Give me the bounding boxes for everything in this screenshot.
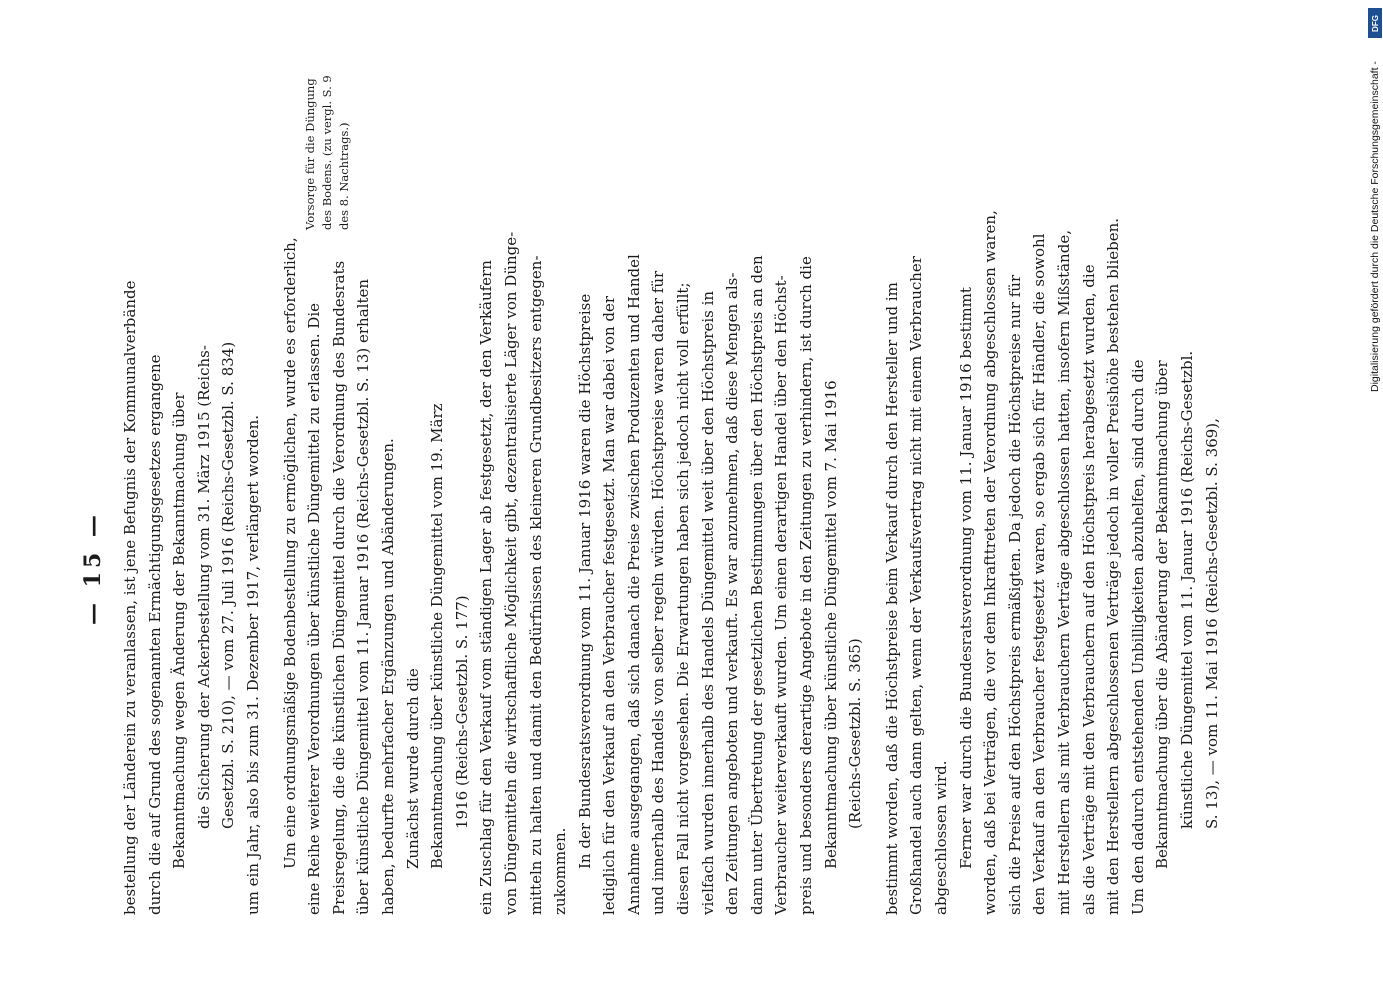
text-line: zukommen.: [551, 827, 570, 915]
digitization-credit: Digitalisierung gefördert durch die Deutsche Forschungsgemeinschaft -: [1369, 61, 1381, 392]
text-line: worden, daß bei Verträgen, die vor dem Inkrafttreten der Verordnung abgeschlossen waren,: [981, 210, 1000, 915]
text-line: bestellung der Länderein zu veranlassen, ist jene Befugnis der Kommunalverbände: [121, 280, 139, 915]
page-number: — 15 —: [80, 511, 106, 625]
text-line: über künstliche Düngemittel vom 11. Januar 1916 (Reichs-Gesetzbl. S. 13) erhalten: [354, 278, 373, 915]
text-line: abgeschlossen wird.: [932, 760, 950, 915]
text-line: ein Zuschlag für den Verkauf vom ständigen Lager ab festgesetzt, der den Verkäufern: [477, 260, 496, 915]
text-line: sich die Preise auf den Höchstpreis ermäßigten. Da jedoch die Höchstpreise nur für: [1005, 274, 1024, 915]
text-line: Um eine ordnungsmäßige Bodenbestellung zu ermöglichen, wurde es erforderlich,: [280, 237, 299, 869]
text-line: die Sicherung der Ackerbestellung vom 31. März 1915 (Reichs-: [194, 345, 213, 829]
text-line: vielfach wurden innerhalb des Handels Düngemittel weit über den Höchstpreis in: [698, 290, 717, 915]
text-line: Bekanntmachung über künstliche Düngemittel vom 7. Mai 1916: [821, 380, 840, 869]
text-line: (Reichs-Gesetzbl. S. 365): [846, 638, 865, 829]
text-line: von Düngemitteln die wirtschaftliche Möglichkeit gibt, dezentralisierte Läger von Dünge-: [501, 231, 520, 915]
text-line: mit Herstellern als mit Verbrauchern Verträge abgeschlossen hatten, insofern Mißstände,: [1054, 230, 1073, 915]
margin-note-line: des 8. Nachtrags.): [337, 122, 351, 230]
text-line: preis und besonders derartige Angebote in den Zeitungen zu verhindern, ist durch die: [797, 256, 816, 915]
text-line: dann unter Übertretung der gesetzlichen Bestimmungen über den Höchstpreis an den: [747, 255, 766, 915]
dfg-logo-text: DFG: [1370, 14, 1380, 32]
text-line: den Zeitungen angeboten und verkauft. Es war anzunehmen, daß diese Mengen als-: [723, 272, 742, 915]
text-line: Zunächst wurde durch die: [403, 668, 422, 869]
text-line: Gesetzbl. S. 210), — vom 27. Juli 1916 (Reichs-Gesetzbl. S. 834): [219, 341, 238, 829]
text-line: S. 13), — vom 11. Mai 1916 (Reichs-Gesetzbl. S. 369),: [1202, 418, 1221, 829]
margin-note-line: des Bodens. (zu vergl. S. 9: [320, 75, 334, 230]
text-line: In der Bundesratsverordnung vom 11. Januar 1916 waren die Höchstpreise: [575, 293, 594, 869]
text-line: durch die auf Grund des sogenannten Ermächtigungsgesetzes ergangene: [145, 354, 164, 915]
margin-note-line: Vorsorge für die Düngung: [303, 78, 317, 230]
text-line: und innerhalb des Handels von selber regeln würden. Höchstpreise waren daher für: [649, 270, 668, 915]
text-line: bestimmt worden, daß die Höchstpreise beim Verkauf durch den Hersteller und im: [882, 282, 901, 915]
text-line: als die Verträge mit den Verbrauchern auf den Höchstpreis herabgesetzt wurden, die: [1079, 264, 1098, 915]
text-line: lediglich für den Verkauf an den Verbraucher festgesetzt. Man war dabei von der: [600, 295, 619, 915]
text-line: Annahme ausgegangen, daß sich danach die Preise zwischen Produzenten und Handel: [624, 254, 643, 915]
text-line: künstliche Düngemittel vom 11. Januar 1916 (Reichs-Gesetzbl.: [1177, 350, 1196, 829]
text-line: haben, bedurfte mehrfacher Ergänzungen und Abänderungen.: [378, 438, 397, 915]
text-line: um ein Jahr, also bis zum 31. Dezember 1917, verlängert worden.: [243, 414, 262, 915]
text-line: mitteln zu halten und damit den Bedürfnissen des kleineren Grundbesitzers entgegen-: [526, 255, 545, 915]
text-line: Bekanntmachung wegen Änderung der Bekanntmachung über: [170, 392, 189, 869]
text-line: Um den dadurch entstehenden Unbilligkeiten abzuhelfen, sind durch die: [1128, 359, 1147, 915]
text-line: den Verkauf an den Verbraucher festgesetzt waren, so ergab sich für Händler, die sowohl: [1030, 233, 1049, 915]
dfg-logo: [1368, 8, 1382, 38]
text-line: Preisregelung, die die künstlichen Düngemittel durch die Verordnung des Bundesrats: [329, 260, 348, 915]
body-text: [118, 155, 1224, 915]
text-line: eine Reihe weiterer Verordnungen über künstliche Düngemittel zu erlassen. Die: [305, 302, 324, 915]
text-line: Bekanntmachung über die Abänderung der Bekanntmachung über: [1153, 360, 1172, 869]
margin-note: [302, 70, 353, 230]
text-line: Großhandel auch dann gelten, wenn der Verkaufsvertrag nicht mit einem Verbraucher: [907, 256, 926, 915]
text-line: mit den Herstellern abgeschlossenen Verträge jedoch in voller Preishöhe bestehen blieben.: [1104, 217, 1123, 915]
text-line: Ferner war durch die Bundesratsverordnung vom 11. Januar 1916 bestimmt: [956, 287, 975, 869]
text-line: diesen Fall nicht vorgesehen. Die Erwartungen haben sich jedoch nicht voll erfüllt;: [674, 282, 693, 915]
text-line: Verbraucher weiterverkauft wurden. Um einen derartigen Handel über den Höchst-: [772, 275, 791, 915]
text-line: 1916 (Reichs-Gesetzbl. S. 177): [452, 595, 471, 829]
text-line: Bekanntmachung über künstliche Düngemittel vom 19. März: [428, 403, 447, 869]
